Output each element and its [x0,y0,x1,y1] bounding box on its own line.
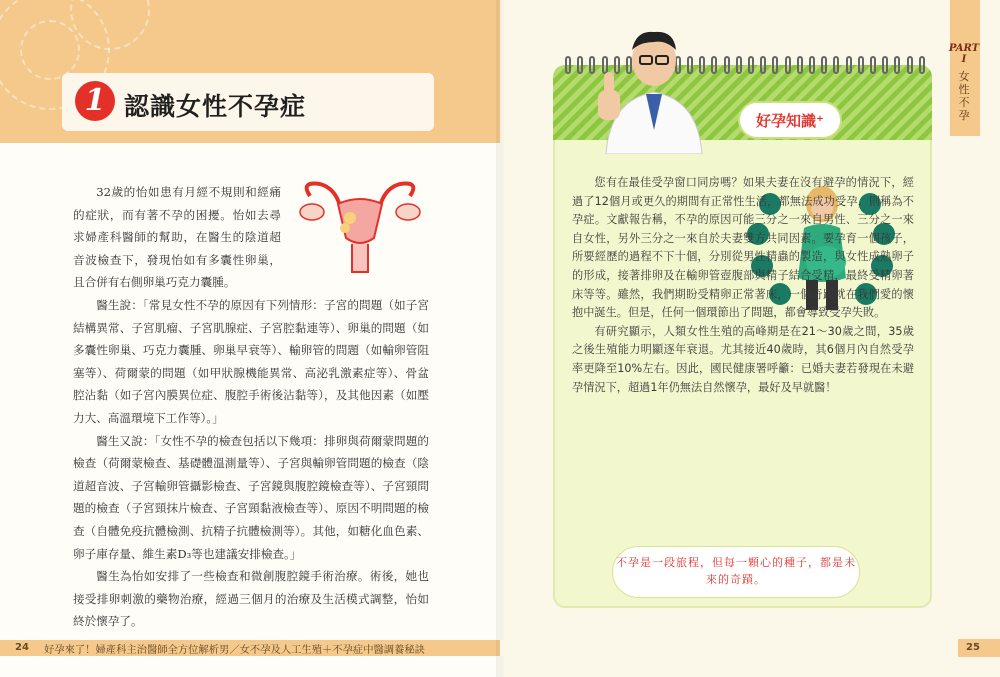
binding-ring [748,56,754,74]
quote-text: 不孕是一段旅程，但每一顆心的種子，都是未來的奇蹟。 [616,556,856,586]
floral-ornament-icon [20,20,80,80]
binding-ring [882,56,888,74]
part-title-char: 不 [958,96,970,109]
section-badge: 好孕知識⁺ [756,112,824,130]
chapter-number-badge: 1 [75,81,115,121]
part-label [944,43,984,65]
right-footer-band [500,640,1000,656]
right-body-text [572,174,914,397]
binding-ring [907,56,913,74]
binding-ring [797,56,803,74]
binding-ring [894,56,900,74]
part-title-char: 性 [958,83,970,96]
chapter-title: 認識女性不孕症 [124,92,307,121]
doctor-thumbs-up-icon [596,20,706,154]
part-numeral: I [961,54,967,65]
binding-ring [589,56,595,74]
binding-ring [858,56,864,74]
binding-ring [833,56,839,74]
paragraph: 醫生為怡如安排了一些檢查和微創腹腔鏡手術治療。術後，她也接受排卵刺激的藥物治療，經過三個月的治療及生活模式調整，怡如終於懷孕了。 [73,569,429,629]
binding-ring [577,56,583,74]
binding-ring [809,56,815,74]
binding-ring [870,56,876,74]
paragraph: 有研究顯示，人類女性生殖的高峰期是在21～30歲之間，35歲之後生殖能力明顯逐年衰退。尤其接近40歲時，其6個月內自然受孕率更降至10%左右。因此，國民健康署呼籲：已婚夫妻若發現在未避孕情況下，超過1年仍無法自然懷孕，最好及早就醫！ [572,324,914,394]
binding-ring [760,56,766,74]
page-number: 25 [966,642,980,653]
binding-ring [919,56,925,74]
binding-ring [785,56,791,74]
part-title-char: 孕 [958,109,970,122]
binding-ring [821,56,827,74]
page-number: 24 [15,642,29,653]
part-title [952,70,976,122]
binding-ring [711,56,717,74]
left-body-text [73,181,429,633]
paragraph: 醫生又說：「女性不孕的檢查包括以下幾項：排卵與荷爾蒙問題的檢查（荷爾蒙檢查、基礎體溫測量等）、子宮與輸卵管問題的檢查（陰道超音波、子宮輸卵管攝影檢查、子宮鏡與腹腔鏡檢查等）、子宮頸問題的檢查（子宮頸抹片檢查、子宮頸黏液檢查等）、原因不明問題的檢查（自體免疫抗體檢測、抗精子抗體檢測等）。其他，如糖化血色素、卵子庫存量、維生素D₃等也建議安排檢查。」 [73,433,429,561]
binding-ring [724,56,730,74]
paragraph: 您有在最佳受孕窗口同房嗎？如果夫妻在沒有避孕的情況下，經過了12個月或更久的期間有正常性生活，都無法成功受孕，則稱為不孕症。文獻報告稱，不孕的原因可能三分之一來自男性、三分之一來自女性，另外三分之一來自於夫妻雙方共同因素。要孕育一個孩子，所要經歷的過程不下十個，分別從男性精蟲的製造，與女性成熟卵子的形成，接著排卵及在輸卵管壺腹部與精子結合受精，最終受精卵著床等等。雖然，我們期盼受精卵正常著床，一個奇蹟就在我們愛的懷抱中誕生。但是，任何一個環節出了問題，都會導致受孕失敗。 [572,176,914,320]
paragraph: 醫生說：「常見女性不孕的原因有下列情形：子宮的問題（如子宮結構異常、子宮肌瘤、子宮肌腺症、子宮腔黏連等）、卵巢的問題（如多囊性卵巢、巧克力囊腫、卵巢早衰等）、輸卵管的問題（如輸卵管阻塞等）、荷爾蒙的問題（如甲狀腺機能異常、高泌乳激素症等）、骨盆腔沾黏（如子宮內膜異位症、腹腔手術後沾黏等），及其他因素（如壓力大、高溫環境下工作等）。」 [73,297,429,425]
book-gutter [496,0,506,677]
running-footer: 好孕來了！婦產科主治醫師全方位解析男／女不孕及人工生殖＋不孕症中醫調養秘訣 [44,644,425,656]
paragraph: 32歲的怡如患有月經不規則和經痛的症狀，而有著不孕的困擾。怡如去尋求婦產科醫師的幫助，在醫生的陰道超音波檢查下，發現怡如有多囊性卵巢，且合併有右側卵巢巧克力囊腫。 [73,185,281,290]
part-word: PART [948,43,980,54]
binding-ring [772,56,778,74]
binding-ring [846,56,852,74]
binding-ring [736,56,742,74]
binding-ring [565,56,571,74]
part-title-char: 女 [958,70,970,83]
